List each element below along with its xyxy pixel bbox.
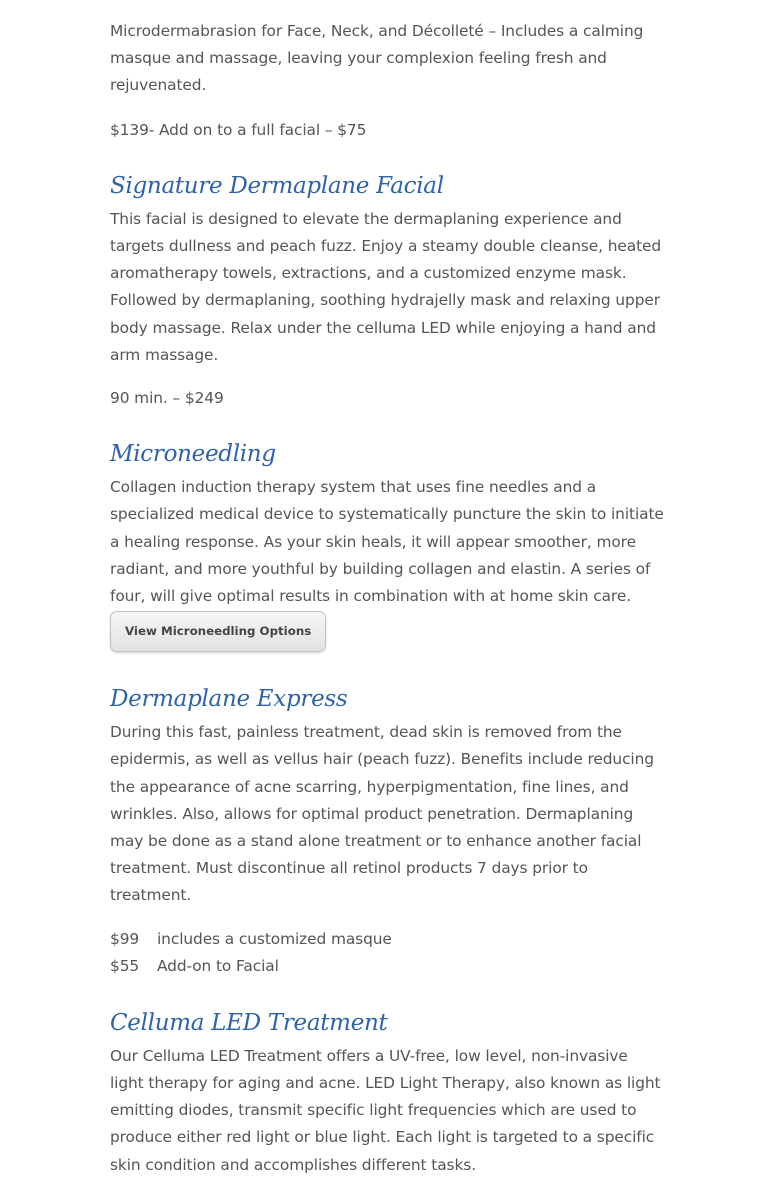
price-row [110, 953, 666, 981]
signature-dermaplane-title: Signature Dermaplane Facial [110, 172, 444, 199]
price-amount: $55 [110, 957, 140, 976]
price-amount: $99 [110, 929, 140, 948]
dermaplane-express-price-list [110, 926, 666, 981]
celluma-led-description: Our Celluma LED Treatment offers a UV-free, low level, non-invasive light therapy for aging and acne. LED Light Therapy, also known as light emitting diodes, transmit specific light frequencies which are used to produce either red light or blue light. Each light is targeted to a specific skin condition and accomplishes different tasks. [110, 1046, 661, 1174]
microdermabrasion-description: Microdermabrasion for Face, Neck, and Décolleté – Includes a calming masque and massage, leaving your complexion feeling fresh and rejuvenated. [110, 22, 644, 95]
signature-dermaplane-price: 90 min. – $249 [110, 389, 224, 408]
microdermabrasion-price: $139- Add on to a full facial – $75 [110, 120, 367, 139]
price-row [110, 926, 666, 954]
view-microneedling-options-button[interactable]: View Microneedling Options [110, 611, 326, 652]
service-signature-dermaplane [110, 171, 666, 412]
microneedling-title: Microneedling [110, 441, 276, 468]
dermaplane-express-title: Dermaplane Express [110, 686, 348, 713]
service-microdermabrasion [110, 18, 666, 144]
service-dermaplane-express [110, 684, 666, 981]
price-label: includes a customized masque [157, 929, 392, 948]
service-celluma-led [110, 1008, 666, 1179]
microneedling-description: Collagen induction therapy system that uses fine needles and a specialized medical device to systematically puncture the skin to initiate a healing response. As your skin heals, it will appear smoother, more radiant, and more youthful by building collagen and elastin. A series of four, will give optimal results in combination with at home skin care. [110, 478, 664, 606]
celluma-led-title: Celluma LED Treatment [110, 1009, 388, 1036]
dermaplane-express-description: During this fast, painless treatment, dead skin is removed from the epidermis, as well as vellus hair (peach fuzz). Benefits include reducing the appearance of acne scarring, hyperpigmentation, fine lines, and wrinkles. Also, allows for optimal product penetration. Dermaplaning may be done as a stand alone treatment or to enhance another facial treatment. Must discontinue all retinol products 7 days prior to treatment. [110, 723, 654, 905]
signature-dermaplane-description: This facial is designed to elevate the dermaplaning experience and targets dullness and peach fuzz. Enjoy a steamy double cleanse, heated aromatherapy towels, extractions, and a customized enzyme mask. Followed by dermaplaning, soothing hydrajelly mask and relaxing upper body massage. Relax under the celluma LED while enjoying a hand and arm massage. [110, 209, 662, 364]
price-label: Add-on to Facial [157, 957, 279, 976]
service-microneedling [110, 439, 666, 652]
services-content [110, 18, 666, 1179]
